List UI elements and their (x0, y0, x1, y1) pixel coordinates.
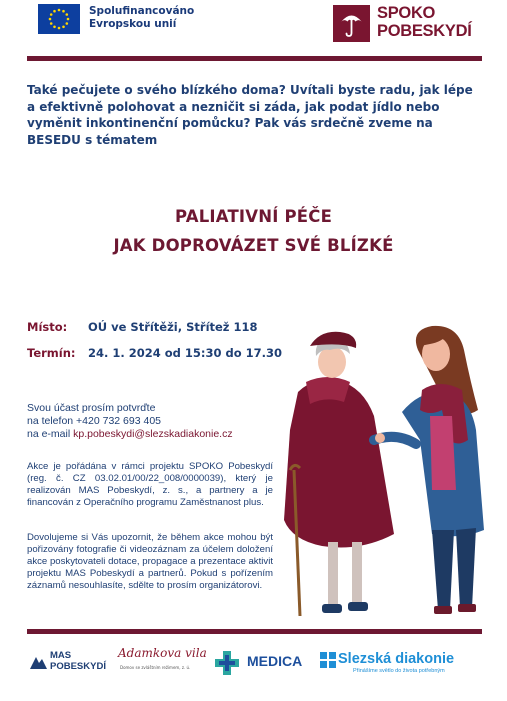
slez-logo-text: Slezská diakonie (338, 651, 455, 667)
spoko-logo-text (377, 4, 472, 40)
spoko-line-2: POBESKYDÍ (377, 22, 472, 40)
mas-line-1: MAS (50, 650, 72, 661)
adamkova-vila-logo (118, 646, 207, 678)
date-value: 24. 1. 2024 od 15:30 do 17.30 (88, 346, 283, 360)
event-title-line-2: JAK DOPROVÁZET SVÉ BLÍZKÉ (113, 236, 394, 255)
place-label: Místo: (27, 320, 68, 334)
project-info-paragraph: Akce je pořádána v rámci projektu SPOKO Pobeskydí (reg. č. CZ 03.02.01/00/22_008/0000039), který je realizován MAS Pobeskydí, z. s., a partnery a je financován z Operačního programu Zaměstnanost plus. (27, 461, 273, 509)
event-title-line-1: PALIATIVNÍ PÉČE (174, 207, 333, 226)
date-label: Termín: (27, 346, 76, 360)
rsvp-line-1: Svou účast prosím potvrďte (27, 402, 156, 414)
two-women-illustration (270, 320, 492, 620)
medica-logo-text: MEDICA (247, 653, 303, 669)
top-divider (27, 56, 482, 61)
eu-cofinanced-text (89, 5, 194, 31)
rsvp-email-link[interactable]: kp.pobeskydi@slezskadiakonie.cz (73, 428, 233, 440)
rsvp-block (27, 402, 233, 441)
rsvp-email-line (27, 428, 233, 441)
rsvp-email-prefix: na e-mail (27, 428, 74, 440)
place-value: OÚ ve Střítěži, Střítež 118 (88, 320, 258, 334)
partner-logos (0, 645, 507, 685)
mas-line-2: POBESKYDÍ (50, 661, 106, 672)
bottom-divider (27, 629, 482, 634)
photo-notice-paragraph: Dovolujeme si Vás upozornit, že během akce mohou být pořizovány fotografie či videozáznam za účelem doložení akce poskytovateli dotace, propagace a prezentace aktivit projektu MAS Pobeskydí a partnerů. Pokud s pořízením záznamů nesouhlasíte, sdělte to prosím organizátorovi. (27, 532, 273, 592)
header (0, 0, 507, 56)
intro-text: Také pečujete o svého blízkého doma? Uvítali byste radu, jak lépe a efektivně polohovat a nezničit si záda, jak podat jídlo nebo vyměnit inkontinenční pomůcku? Pak vás srdečně zveme na BESEDU s tématem (27, 83, 473, 147)
mas-mountain-icon (28, 651, 48, 671)
slez-diakonie-icon (320, 652, 336, 668)
eu-flag-icon (38, 4, 80, 34)
adam-logo-subtitle: Domov se zvláštním režimem, z. ú. (120, 665, 191, 670)
medica-cross-icon (213, 649, 241, 677)
eu-line-2: Evropskou unií (89, 18, 177, 30)
slez-logo-subtitle: Přinášíme světlo do života potřebným (353, 668, 445, 674)
rsvp-phone: na telefon +420 732 693 405 (27, 415, 161, 427)
spoko-line-1: SPOKO (377, 4, 436, 22)
spoko-umbrella-icon (333, 5, 370, 42)
adam-logo-name: Adamkova vila (118, 646, 207, 660)
eu-line-1: Spolufinancováno (89, 5, 195, 17)
